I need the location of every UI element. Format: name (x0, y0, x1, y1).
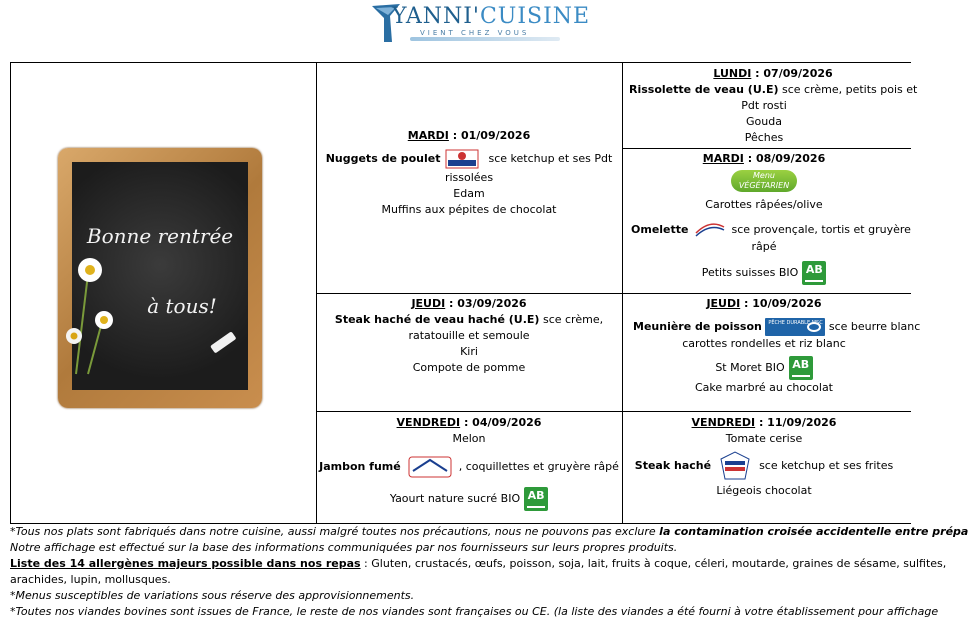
dairy-item: Yaourt nature sucré BIO (389, 492, 521, 505)
day-label: MARDI (407, 129, 449, 142)
grid-divider (623, 148, 911, 149)
day-mardi-01 (317, 128, 621, 218)
day-lundi-07 (623, 66, 923, 146)
day-label: JEUDI (411, 297, 446, 310)
dish-detail: sce crème, petits pois et (778, 83, 918, 96)
daisy-flowers-icon (58, 244, 118, 374)
day-vendredi-04 (317, 415, 621, 511)
allergen-list: : Gluten, crustacés, œufs, poisson, soja, lait, fruits à coque, céleri, moutarde, graines de sésame, sulfites, (360, 557, 947, 570)
note-menu-variations: *Menus susceptibles de variations sous réserve des approvisionnements. (10, 589, 415, 602)
day-date: : 08/09/2026 (743, 152, 826, 165)
footer-notes (10, 524, 968, 620)
dessert-item: Pêches (744, 131, 784, 144)
logo-swoosh (410, 37, 560, 41)
dish-name: Steak haché de veau haché (U.E) (334, 313, 540, 326)
porc-francais-label-icon (405, 455, 455, 479)
dish-name: Omelette (631, 223, 689, 236)
bio-label-icon: AB (524, 487, 548, 511)
dessert-item: Muffins aux pépites de chocolat (381, 203, 557, 216)
dessert-item: Liégeois chocolat (716, 484, 812, 497)
viande-bovine-francaise-label-icon (715, 449, 755, 483)
dish-line: rissolées (444, 171, 494, 184)
msc-label-icon: PÊCHE DURABLE MSC (765, 318, 825, 336)
cheese-item: Kiri (460, 345, 478, 358)
note-cross-contamination-bold: la contamination croisée accidentelle entre prépa (659, 525, 968, 538)
day-label: JEUDI (706, 297, 741, 310)
dish-detail: sce ketchup et ses Pdt (488, 152, 613, 165)
board-greeting-line1: Bonne rentrée (86, 224, 234, 248)
dish-line: Pdt rosti (741, 99, 787, 112)
starter-item: Carottes râpées/olive (705, 198, 823, 211)
dish-name: Rissolette de veau (U.E) (629, 83, 779, 96)
day-jeudi-10 (623, 296, 921, 396)
dish-detail: , coquillettes et gruyère râpé (458, 460, 619, 473)
dairy-item: Petits suisses BIO (701, 266, 799, 279)
dish-detail: sce ketchup et ses frites (759, 459, 894, 472)
day-date: : 01/09/2026 (448, 129, 531, 142)
allergen-list-title: Liste des 14 allergènes majeurs possible dans nos repas (10, 557, 361, 570)
starter-item: Melon (452, 432, 486, 445)
dish-detail: sce provençale, tortis et gruyère (731, 223, 911, 236)
chalk-icon (206, 324, 242, 360)
grid-divider (317, 411, 911, 412)
day-date: : 03/09/2026 (445, 297, 527, 310)
dessert-item: Cake marbré au chocolat (694, 381, 833, 394)
day-jeudi-03 (317, 296, 621, 376)
volaille-francaise-label-icon (444, 148, 480, 170)
dish-line: carottes rondelles et riz blanc (682, 337, 846, 350)
day-vendredi-11 (623, 415, 905, 499)
cheese-item: Edam (453, 187, 485, 200)
day-label: MARDI (702, 152, 744, 165)
dish-name: Jambon fumé (319, 460, 401, 473)
day-date: : 11/09/2026 (755, 416, 837, 429)
chalkboard-image (58, 148, 262, 410)
dessert-item: Compote de pomme (412, 361, 526, 374)
day-date: : 04/09/2026 (460, 416, 542, 429)
brand-tagline: VIENT CHEZ VOUS (420, 29, 530, 37)
dish-detail: sce beurre blanc (828, 320, 921, 333)
note-cross-contamination: *Tous nos plats sont fabriqués dans notre cuisine, aussi malgré toutes nos précautions, nous ne pouvons pas exclure (10, 525, 660, 538)
day-date: : 10/09/2026 (740, 297, 822, 310)
note-meat-origin: *Toutes nos viandes bovines sont issues de France, le reste de nos viandes sont françaises ou CE. (la liste des viandes a été fourni à votre établissement pour affichage (10, 605, 939, 618)
note-supplier-info: Notre affichage est effectué sur la base des informations communiquées par nos fournisseurs sur leurs propres produits. (10, 541, 678, 554)
dish-name: Nuggets de poulet (325, 152, 441, 165)
dish-name: Steak haché (634, 459, 712, 472)
grid-divider (317, 293, 911, 294)
day-label: VENDREDI (396, 416, 461, 429)
dish-line: ratatouille et semoule (408, 329, 530, 342)
allergen-list-cont: arachides, lupin, mollusques. (10, 573, 171, 586)
brand-logo (370, 2, 591, 48)
day-date: : 07/09/2026 (751, 67, 833, 80)
brand-name: YANNI'CUISINE (392, 4, 591, 29)
oeufs-france-label-icon (692, 219, 728, 239)
bio-label-icon: AB (789, 356, 813, 380)
cheese-item: Gouda (746, 115, 782, 128)
day-mardi-08 (623, 151, 911, 285)
starter-item: Tomate cerise (725, 432, 803, 445)
dish-detail: sce crème, (539, 313, 604, 326)
cheese-item: St Moret BIO (715, 361, 785, 374)
dish-line: râpé (751, 240, 777, 253)
dish-name: Meunière de poisson (633, 320, 762, 333)
bio-label-icon: AB (802, 261, 826, 285)
vegetarian-menu-badge: Menu VÉGÉTARIEN (731, 170, 797, 192)
day-label: LUNDI (713, 67, 752, 80)
board-greeting-line2: à tous! (147, 294, 217, 318)
day-label: VENDREDI (691, 416, 756, 429)
